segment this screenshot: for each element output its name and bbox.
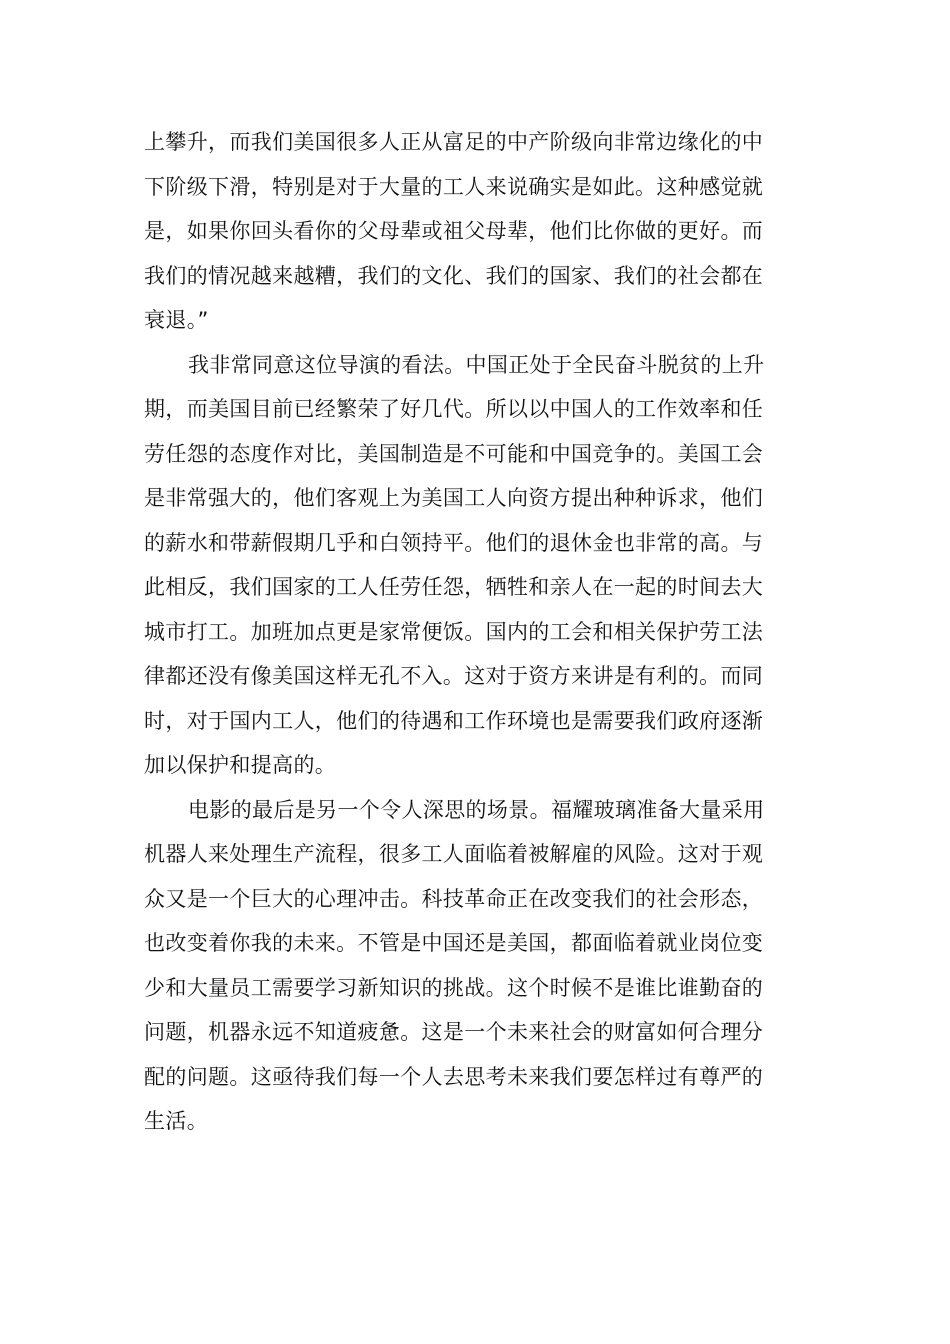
paragraph-2-line-8: 律都还没有像美国这样无孔不入。这对于资方来讲是有利的。而同 xyxy=(144,664,764,688)
paragraph-2-line-9: 时，对于国内工人，他们的待遇和工作环境也是需要我们政府逐渐 xyxy=(144,708,764,733)
document-body xyxy=(144,120,808,1144)
paragraph-2-line-4: 是非常强大的，他们客观上为美国工人向资方提出种种诉求，他们 xyxy=(144,486,764,510)
paragraph-3-line-5: 少和大量员工需要学习新知识的挑战。这个时候不是谁比谁勤奋的 xyxy=(144,975,764,1000)
paragraph-2-line-7: 城市打工。加班加点更是家常便饭。国内的工会和相关保护劳工法 xyxy=(144,619,764,644)
paragraph-3-line-1: 电影的最后是另一个令人深思的场景。福耀玻璃准备大量采用 xyxy=(188,797,765,822)
paragraph-2-line-3: 劳任怨的态度作对比，美国制造是不可能和中国竞争的。美国工会 xyxy=(144,441,764,466)
paragraph-1-line-3: 是，如果你回头看你的父母辈或祖父母辈，他们比你做的更好。而 xyxy=(144,219,764,243)
paragraph-2-line-5: 的薪水和带薪假期几乎和白领持平。他们的退休金也非常的高。与 xyxy=(144,530,764,555)
paragraph-3-line-6: 问题，机器永远不知道疲惫。这是一个未来社会的财富如何合理分 xyxy=(144,1020,764,1044)
paragraph-1-line-5: 衰退。” xyxy=(144,308,209,332)
paragraph-2-line-10: 加以保护和提高的。 xyxy=(144,753,337,777)
paragraph-2-line-2: 期，而美国目前已经繁荣了好几代。所以以中国人的工作效率和任 xyxy=(144,397,764,421)
paragraph-3-line-7: 配的问题。这亟待我们每一个人去思考未来我们要怎样过有尊严的 xyxy=(144,1064,764,1089)
paragraph-2-line-1: 我非常同意这位导演的看法。中国正处于全民奋斗脱贫的上升 xyxy=(188,352,765,377)
paragraph-3-line-8: 生活。 xyxy=(144,1109,209,1133)
paragraph-1-line-1: 上攀升，而我们美国很多人正从富足的中产阶级向非常边缘化的中 xyxy=(144,130,764,154)
paragraph-3-line-2: 机器人来处理生产流程，很多工人面临着被解雇的风险。这对于观 xyxy=(144,842,764,866)
paragraph-1-line-2: 下阶级下滑，特别是对于大量的工人来说确实是如此。这种感觉就 xyxy=(144,174,764,199)
paragraph-1-line-4: 我们的情况越来越糟，我们的文化、我们的国家、我们的社会都在 xyxy=(144,263,764,288)
paragraph-2-line-6: 此相反，我们国家的工人任劳任怨，牺牲和亲人在一起的时间去大 xyxy=(144,575,764,599)
paragraph-3-line-4: 也改变着你我的未来。不管是中国还是美国，都面临着就业岗位变 xyxy=(144,931,764,955)
paragraph-3-line-3: 众又是一个巨大的心理冲击。科技革命正在改变我们的社会形态， xyxy=(144,886,764,911)
